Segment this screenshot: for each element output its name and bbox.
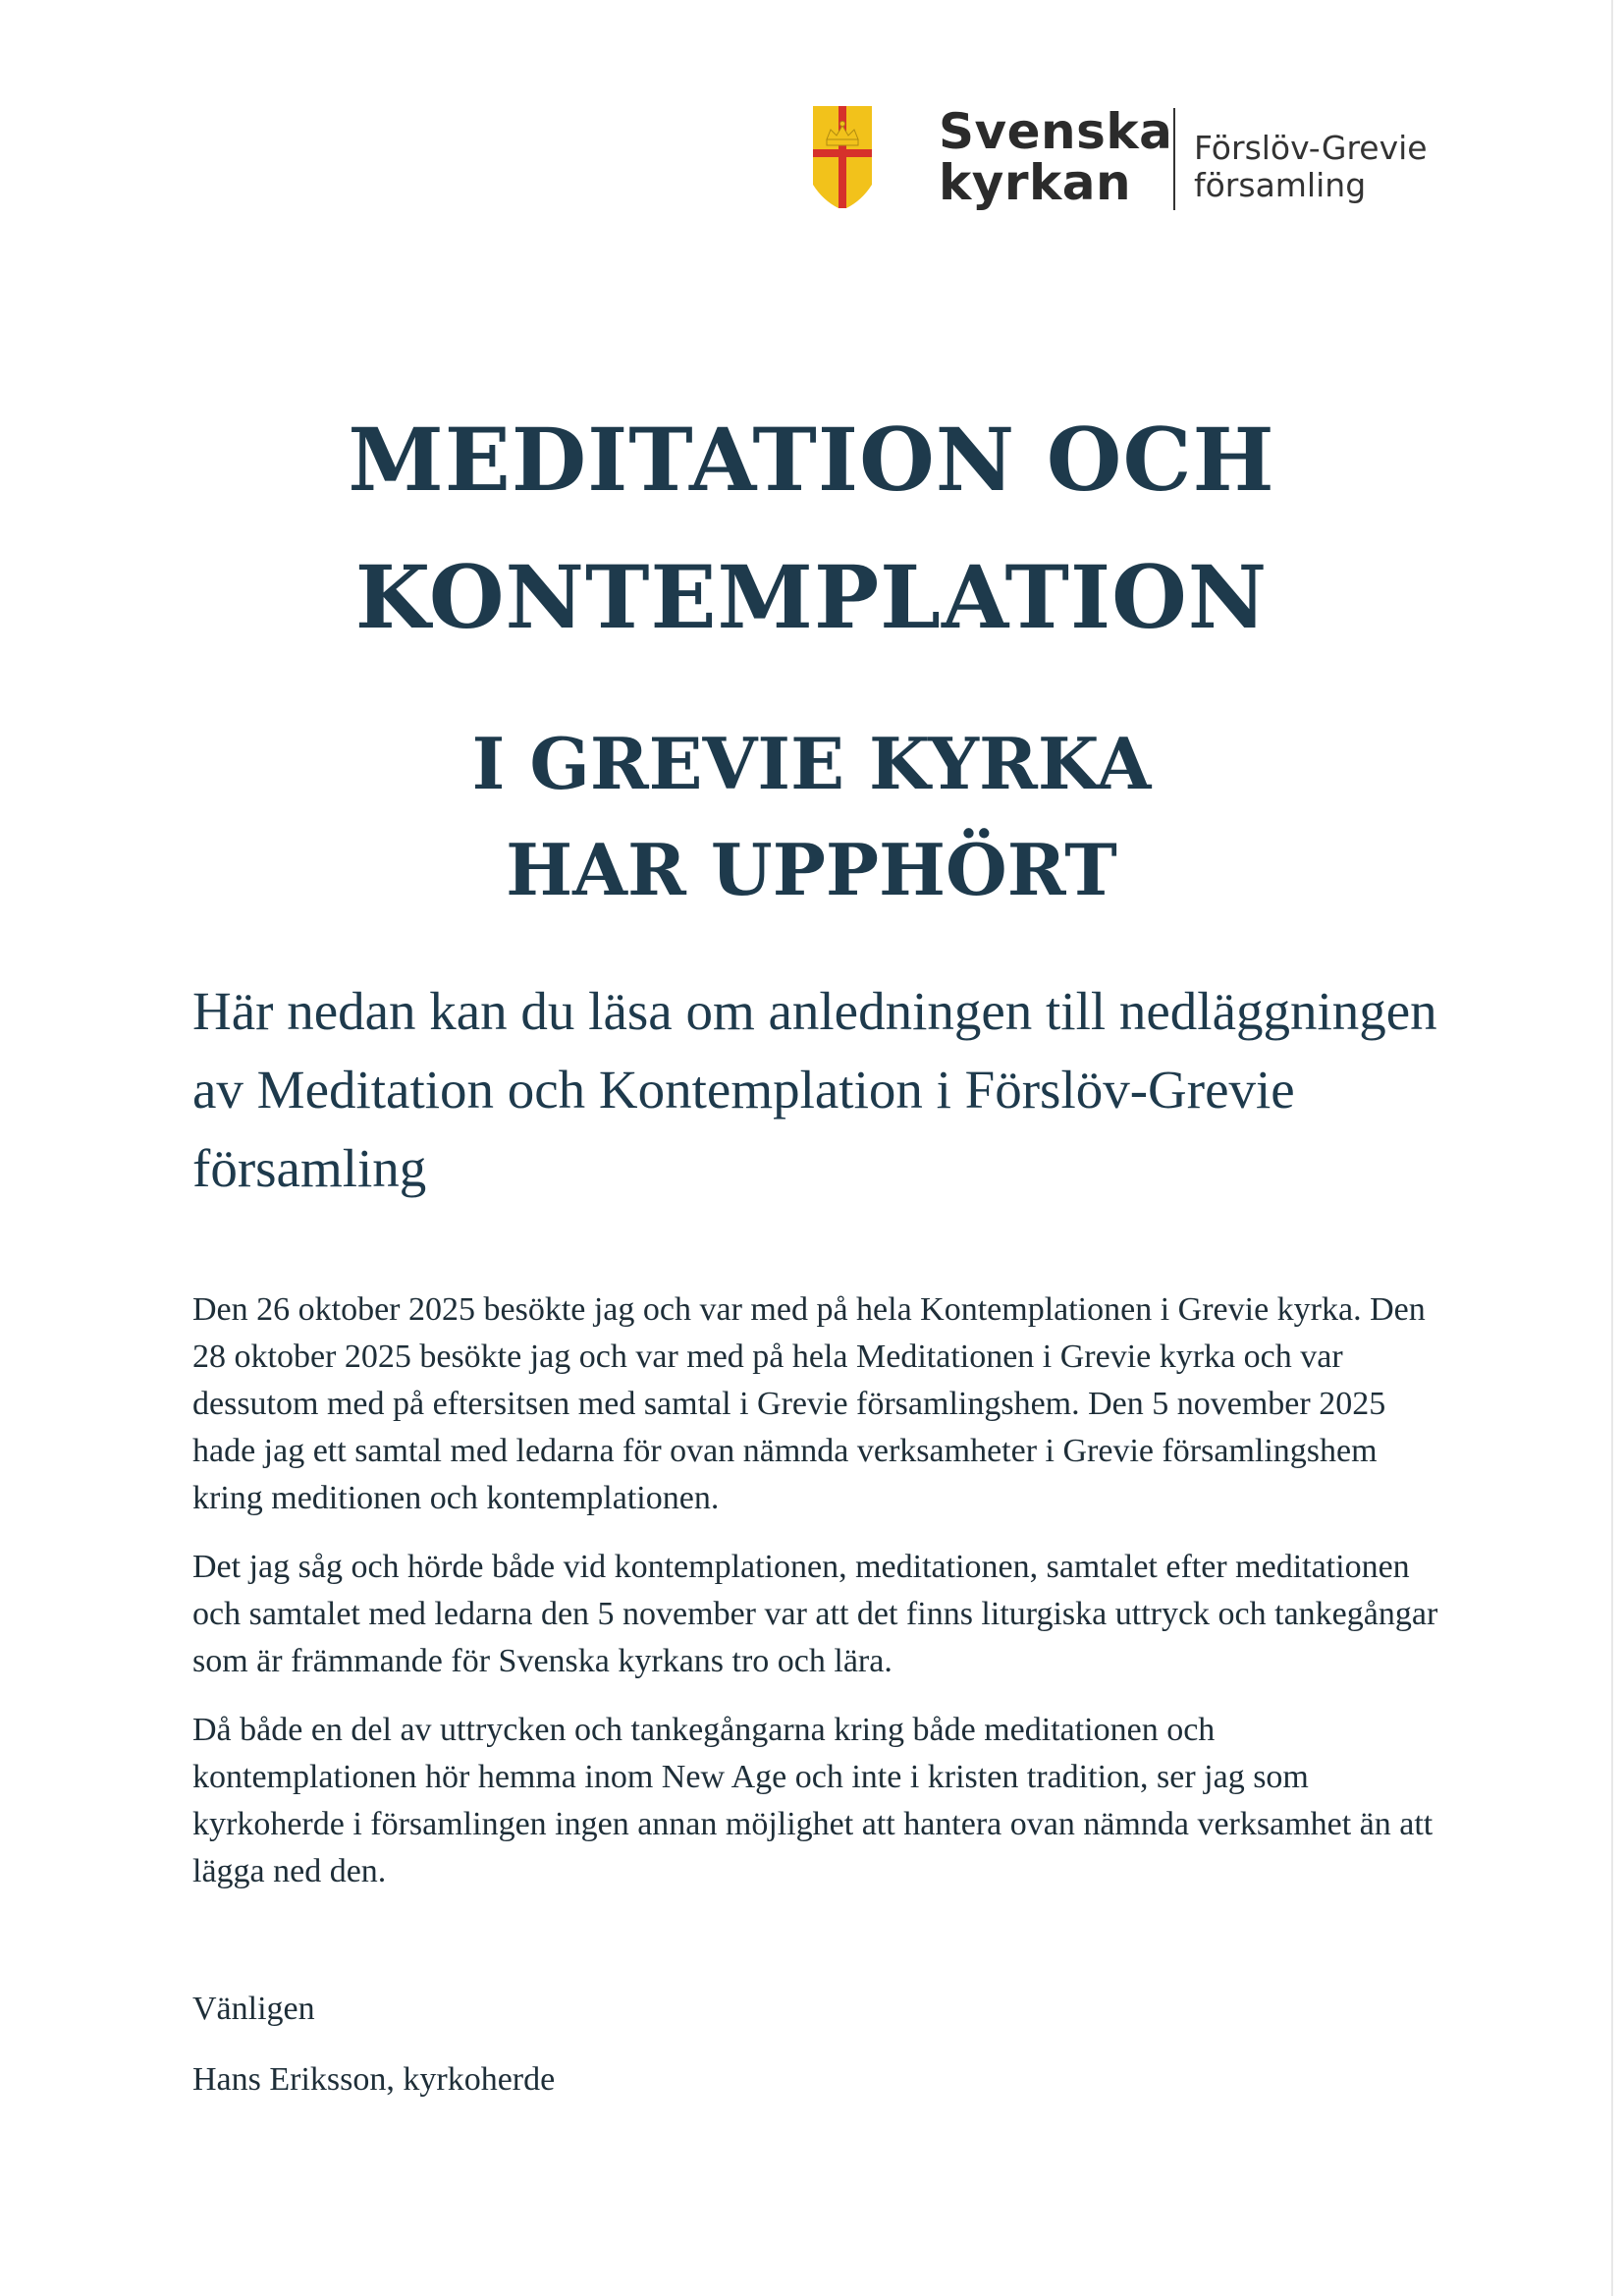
logo-wordmark [939, 103, 1173, 211]
signature: Hans Eriksson, kyrkoherde [192, 2061, 556, 2098]
subtitle-line1: I GREVIE KYRKA [471, 722, 1152, 805]
body-text [192, 1286, 1439, 1917]
logo-parish-name [1194, 130, 1428, 204]
logo-parish-line1: Förslöv-Grevie [1194, 129, 1428, 167]
page-edge-line [1611, 0, 1613, 2296]
church-coat-of-arms-icon [813, 106, 872, 208]
lead-paragraph: Här nedan kan du läsa om anledningen till nedläggningen av Meditation och Kontemplation i Förslöv-Grevie församling [192, 981, 1437, 1198]
title-line2: KONTEMPLATION [354, 546, 1269, 648]
page-title [0, 391, 1623, 666]
logo-divider [1173, 108, 1175, 210]
body-paragraph-1: Den 26 oktober 2025 besökte jag och var med på hela Kontemplationen i Grevie kyrka. Den 28 oktober 2025 besökte jag och var med på hela Meditationen i Grevie kyrka och var dessutom med på eftersitsen med samtal i Grevie församlingshem. Den 5 november 2025 hade jag ett samtal med ledarna för ovan nämnda verksamheter i Grevie församlingshem kring meditionen och kontemplationen. [192, 1291, 1426, 1516]
page-subtitle [0, 711, 1623, 923]
body-paragraph-2: Det jag såg och hörde både vid kontemplationen, meditationen, samtalet efter meditationen och samtalet med ledarna den 5 november var att det finns liturgiska uttryck och tankegångar som är främmande för Svenska kyrkans tro och lära. [192, 1549, 1438, 1679]
subtitle-line2: HAR UPPHÖRT [506, 828, 1117, 911]
logo-parish-line2: församling [1194, 166, 1367, 204]
closing-greeting: Vänligen [192, 1991, 315, 2027]
svenska-kyrkan-logo [813, 103, 1441, 214]
logo-brand-line1: Svenska [939, 103, 1173, 160]
title-line1: MEDITATION OCH [348, 409, 1275, 511]
body-paragraph-3: Då både en del av uttrycken och tankegångarna kring både meditationen och kontemplationen hör hemma inom New Age och inte i kristen tradition, ser jag som kyrkoherde i församlingen ingen annan möjlighet att hantera ovan nämnda verksamhet än att lägga ned den. [192, 1712, 1434, 1889]
logo-brand-line2: kyrkan [939, 154, 1132, 211]
